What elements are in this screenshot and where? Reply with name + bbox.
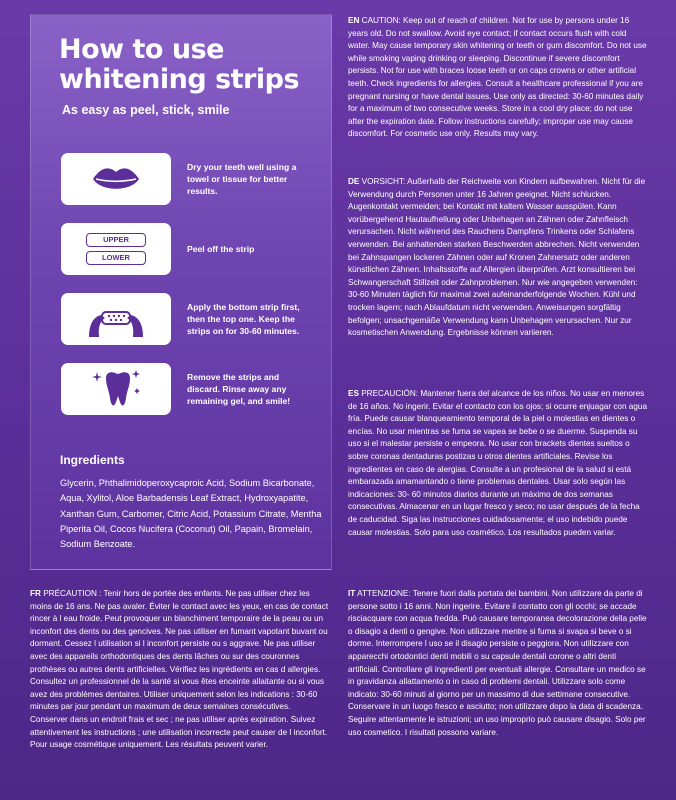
warning-de-code: DE bbox=[348, 177, 360, 186]
ingredients-text: Glycerin, Phthalimidoperoxycaproic Acid, Sodium Bicarbonate, Aqua, Xylitol, Aloe Barbadensis Leaf Extract, Hydroxyapatite, Xanthan Gum, Carbomer, Citric Acid, Potassium Citrate, Mentha Piperita Oil, Cocos Nucifera (Coconut) Oil, Papain, Bromelain, Sodium Benzoate. bbox=[60, 478, 322, 550]
hands-holding-strip-icon bbox=[61, 293, 171, 345]
step-2 bbox=[61, 223, 301, 275]
warning-fr-text: PRÉCAUTION : Tenir hors de portée des enfants. Ne pas utiliser chez les moins de 16 ans. Ne pas avaler. Éviter le contact avec les yeux, en cas de contact rincer à l eau froide. Peut provoquer un blanchiment temporaire de la peau ou un inconfort des dents ou des gencives. Ne pas utiliser en fumant vapotant buvant ou dormant. Cessez l utilisation si l inconfort persiste ou s aggrave. Ne pas utiliser avec des appareils orthodontiques des dents lâches ou sur des couronnes prothèses ou autres dents artificielles. Vérifiez les ingrédients en cas d allergies. Consultez un professionnel de la santé si vous êtes enceinte allaitante ou si vous avez des problèmes dentaires. Utiliser uniquement selon les indications : 30-60 minutes par jour pendant un maximum de deux semaines consécutives. Conserver dans un endroit frais et sec ; ne pas utiliser après expiration. Suivez attentivement les instructions ; une utilisation incorrecte peut causer de l inconfort. Pour usage cosmétique uniquement. Les résultats peuvent varier. bbox=[30, 589, 329, 750]
warning-es-code: ES bbox=[348, 389, 359, 398]
step-2-text: Peel off the strip bbox=[187, 244, 255, 254]
warning-de bbox=[348, 176, 648, 340]
ingredients-title: Ingredients bbox=[60, 453, 125, 467]
page-subtitle: As easy as peel, stick, smile bbox=[62, 103, 230, 117]
warning-it-code: IT bbox=[348, 589, 356, 598]
step-1-text: Dry your teeth well using a towel or tissue for better results. bbox=[187, 162, 297, 196]
step-4-text: Remove the strips and discard. Rinse away any remaining gel, and smile! bbox=[187, 372, 291, 406]
warning-it-text: ATTENZIONE: Tenere fuori dalla portata dei bambini. Non utilizzare da parte di persone sotto i 16 anni. Non ingerire. Evitare il contatto con gli occhi; se accade risciacquare con acqua fredda. Può causare temporanea decolorazione della pelle o disagio a denti o gengive. Non utilizzare mentre si fuma si svapa si beve o si dorme. Interrompere l uso se il disagio persiste o peggiora. Non utilizzare con apparecchi ortodontici denti mobili o su capsule dentali corone o altri denti artificiali. Controllare gli ingredienti per eventuali allergie. Consultare un medico se in gravidanza allattamento o in caso di problemi dentali. Utilizzare solo come indicato: 30-60 minuti al giorno per un massimo di due settimane consecutive. Conservare in un luogo fresco e asciutto; non utilizzare dopo la data di scadenza. Seguire attentamente le istruzioni; un uso improprio può causare disagio. Solo per uso cosmetico. I risultati possono variare. bbox=[348, 589, 647, 737]
warning-en-code: EN bbox=[348, 16, 360, 25]
warning-it bbox=[348, 588, 648, 739]
lower-label: LOWER bbox=[86, 251, 146, 265]
warning-fr-code: FR bbox=[30, 589, 41, 598]
strip-labels-icon bbox=[61, 223, 171, 275]
warning-es bbox=[348, 388, 648, 539]
warning-de-text: VORSICHT: Außerhalb der Reichweite von Kindern aufbewahren. Nicht für die Verwendung durch Personen unter 16 Jahren geeignet. Nicht schlucken. Augenkontakt vermeiden; bei Kontakt mit kaltem Wasser ausspülen. Kann vorübergehend Hautaufhellung oder Unbehagen an Zähnen oder Zahnfleisch verursachen. Nicht während des Rauchens Dampfens Trinkens oder Schlafens verwenden. Bei anhaltenden starken Beschwerden abbrechen. Nicht verwenden bei Zahnspangen lockeren Zähnen oder auf Kronen Zahnersatz oder anderen künstlichen Zähnen. Inhaltsstoffe auf Allergien überprüfen. Arzt konsultieren bei Schwangerschaft Stillzeit oder Zahnproblemen. Nur wie angegeben verwenden: 30-60 Minuten täglich für maximal zwei aufeinanderfolgende Wochen. Kühl und trocken lagern; nach Ablaufdatum nicht verwenden. Anweisungen sorgfältig befolgen; unsachgemäße Verwendung kann Unbehagen verursachen. Nur zur kosmetischen Anwendung. Ergebnisse können variieren. bbox=[348, 177, 646, 338]
instructions-panel bbox=[30, 14, 332, 570]
step-1 bbox=[61, 153, 301, 205]
warning-es-text: PRECAUCIÓN: Mantener fuera del alcance de los niños. No usar en menores de 16 años. No ingerir. Evitar el contacto con los ojos; si ocurre enjuagar con agua fría. Puede causar blanqueamiento temporal de la piel o molestias en dientes o encías. No usar mientras se fuma se vapea se bebe o se duerme. Suspenda su uso si el malestar persiste o empeora. No usar con brackets dientes sueltos o sobre coronas dentaduras postizas u otros dientes artificiales. Revise los ingredientes en caso de alergias. Consulte a un profesional de la salud si está embarazada amamantando o tiene problemas dentales. Usar solo según las indicaciones: 30- 60 minutos diarios durante un máximo de dos semanas consecutivas. Almacenar en un lugar fresco y seco; no usar después de la fecha de caducidad. Siga las instrucciones cuidadosamente; el uso indebido puede causar molestias. Solo para uso cosmético. Los resultados pueden variar. bbox=[348, 389, 648, 537]
lips-icon bbox=[61, 153, 171, 205]
warning-fr bbox=[30, 588, 330, 752]
page-title: How to use whitening strips bbox=[59, 34, 300, 95]
step-4 bbox=[61, 363, 301, 415]
upper-label: UPPER bbox=[86, 233, 146, 247]
sparkling-tooth-icon bbox=[61, 363, 171, 415]
warning-en-text: CAUTION: Keep out of reach of children. Not for use by persons under 16 years old. Do not swallow. Avoid eye contact; if contact occurs flush with cold water. May cause temporary skin whitening or teeth or gum discomfort. Do not use while smoking vaping drinking or sleeping. Discontinue if severe discomfort persists. Not for use with braces loose teeth or on caps crowns or other artificial teeth. Check ingredients for allergies. Consult a healthcare professional if you are pregnant nursing or have dental issues. Use only as directed: 30-60 minutes daily for a maximum of two consecutive weeks. Store in a cool dry place; do not use after the expiration date. Follow instructions carefully; improper use may cause discomfort. For cosmetic use only. Results may vary. bbox=[348, 16, 647, 139]
step-3-text: Apply the bottom strip first, then the top one. Keep the strips on for 30-60 minutes. bbox=[187, 302, 300, 336]
warning-en bbox=[348, 15, 648, 141]
step-3 bbox=[61, 293, 301, 345]
